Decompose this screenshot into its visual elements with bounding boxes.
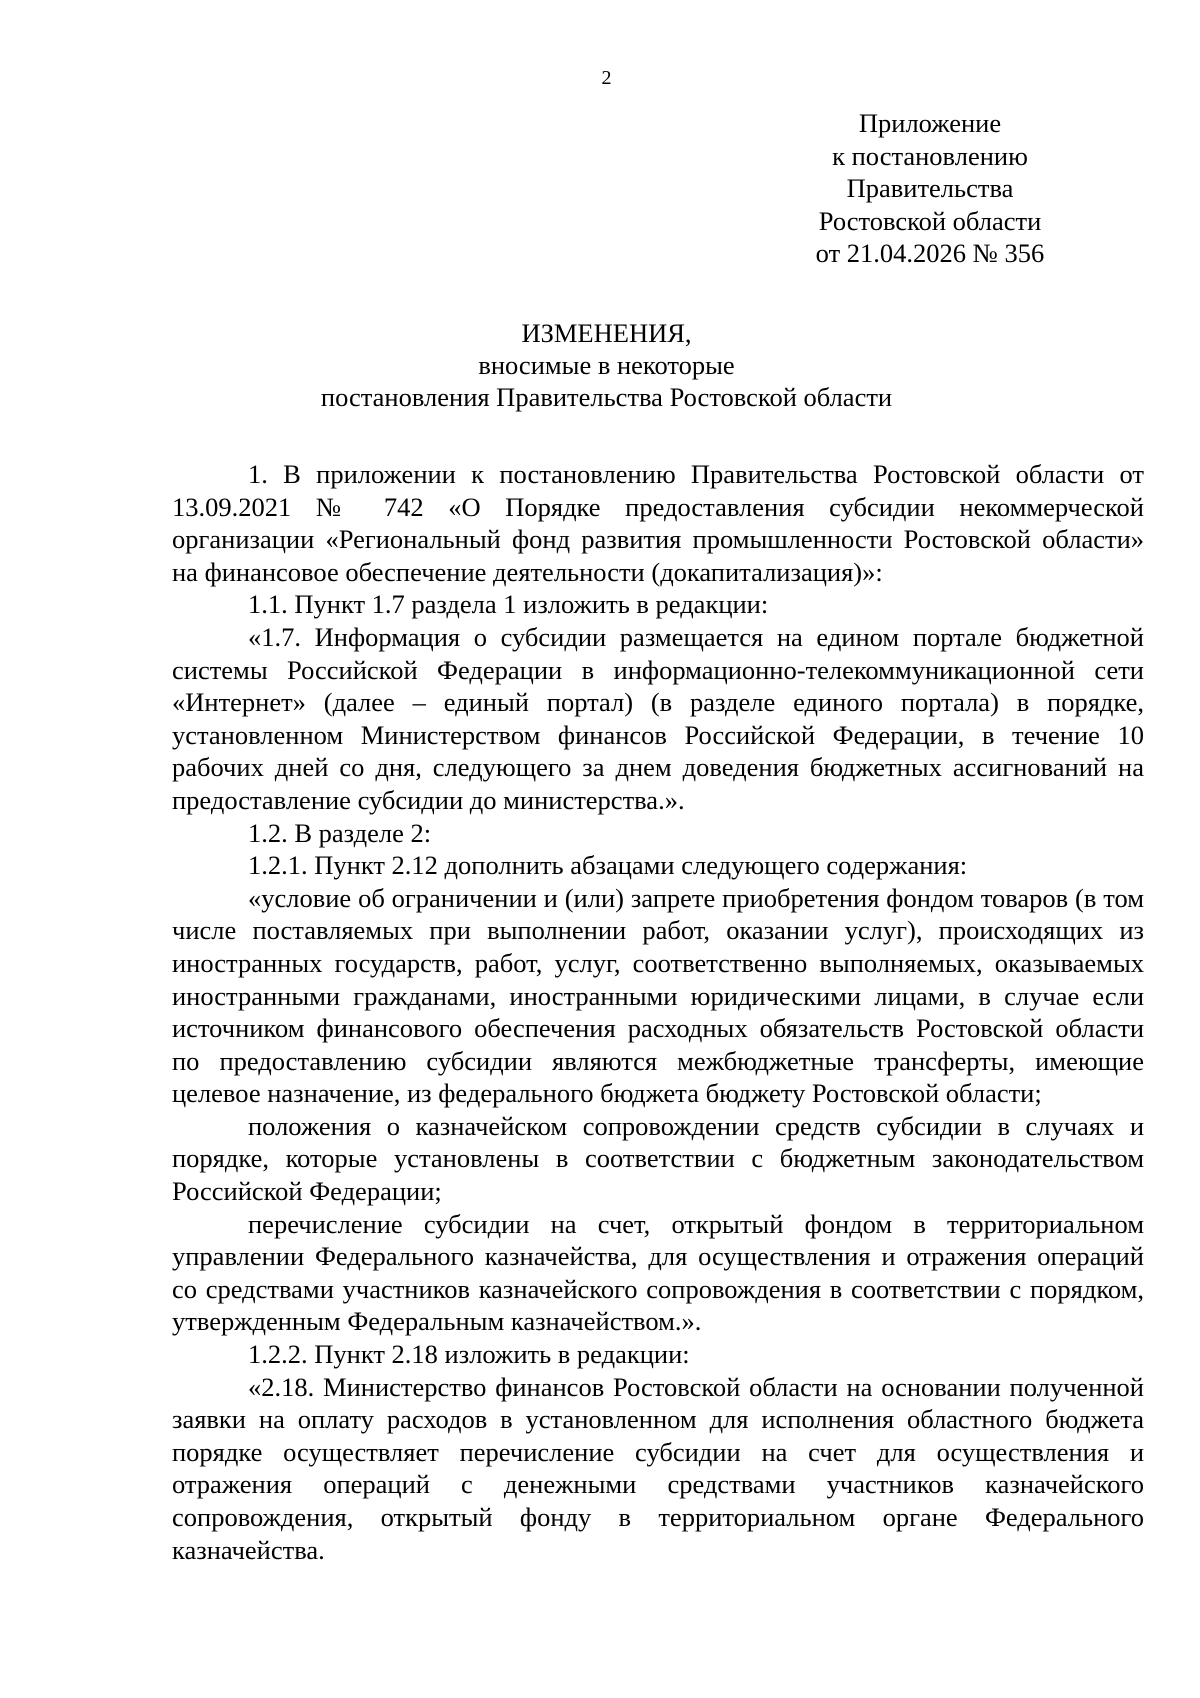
document-title [0,317,1200,413]
title-subtitle-line: вносимые в некоторые [478,350,735,380]
paragraph-1-2-1: 1.2.1. Пункт 2.12 дополнить абзацами следующего содержания: [248,850,968,881]
paragraph-subsidy-transfer: перечисление субсидии на счет, открытый фондом в территориальном управлении Федерального казначейства, для осуществления и отражения операций со средствами участников казначейского сопровождения в соответствии с порядком, утвержденным Федеральным казначейством.». [172,1208,1144,1337]
paragraph-2-18-text: «2.18. Министерство финансов Ростовской области на основании полученной заявки на оплату расходов в установленном для исполнения областного бюджета порядке осуществляет перечисление субсидии на счет для осуществления и отражения операций с денежными средствами участников казначейского сопровождения, открытый фонду в территориальном органе Федерального казначейства. [172,1371,1144,1565]
paragraph-treasury-support: положения о казначейском сопровождении средств субсидии в случаях и порядке, которые установлены в соответствии с бюджетным законодательством Российской Федерации; [172,1110,1144,1207]
paragraph-restriction-condition: «условие об ограничении и (или) запрете приобретения фондом товаров (в том числе поставляемых при выполнении работ, оказании услуг), происходящих из иностранных государств, работ, услуг, соответственно выполняемых, оказываемых иностранными гражданами, иностранными юридическими лицами, в случае если источником финансового обеспечения расходных обязательств Ростовской области по предоставлению субсидии являются межбюджетные трансферты, имеющие целевое назначение, из федерального бюджета бюджету Ростовской области; [172,882,1144,1109]
appendix-header [770,107,1090,270]
document-body [172,458,1144,1566]
page-number: 2 [601,67,612,89]
paragraph-1-2: 1.2. В разделе 2: [248,817,432,848]
appendix-line: Ростовской области [818,205,1042,236]
paragraph-1: 1. В приложении к постановлению Правительства Ростовской области от 13.09.2021 № 742 «О Порядке предоставления субсидии некоммерческой организации «Региональный фонд развития промышленности Ростовской области» на финансовое обеспечение деятельности (докапитализация)»: [172,459,1144,587]
title-subtitle-line: постановления Правительства Ростовской области [320,382,893,412]
title-heading: ИЗМЕНЕНИЯ, [521,318,692,348]
paragraph-1-2-2: 1.2.2. Пункт 2.18 изложить в редакции: [248,1339,690,1370]
appendix-line: Приложение [858,108,1002,138]
appendix-line: Правительства [846,173,1014,203]
appendix-date-number: от 21.04.2026 № 356 [815,238,1045,268]
paragraph-1-1: 1.1. Пункт 1.7 раздела 1 изложить в редакции: [248,589,769,620]
appendix-line: к постановлению [832,140,1028,171]
paragraph-1-7-text: «1.7. Информация о субсидии размещается на едином портале бюджетной системы Российской Федерации в информационно-телекоммуникационной сети «Интернет» (далее – единый портал) (в разделе единого портала) в порядке, установленном Министерством финансов Российской Федерации, в течение 10 рабочих дней со дня, следующего за днем доведения бюджетных ассигнований на предоставление субсидии до министерства.». [172,621,1144,815]
